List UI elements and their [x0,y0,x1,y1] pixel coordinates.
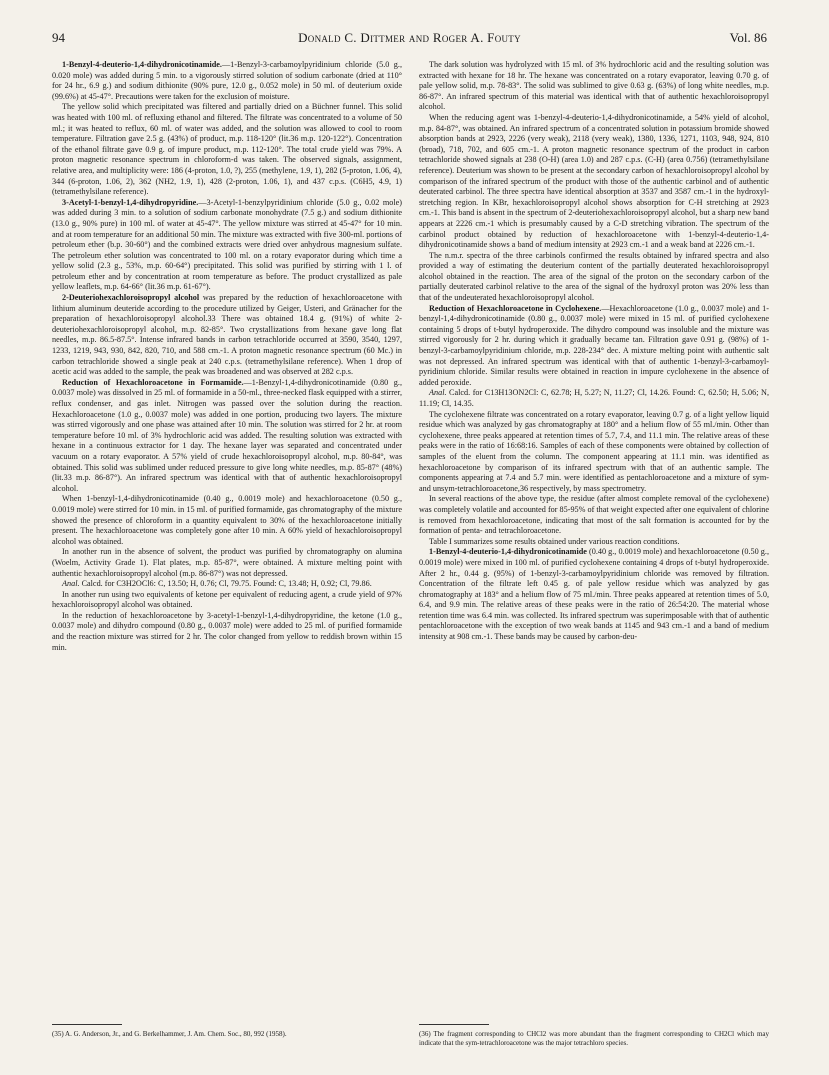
paragraph-text: In the reduction of hexachloroacetone by 3-acetyl-1-benzyl-1,4-dihydropyridine, the ketone (1.0 g., 0.0037 mole) and dihydro compound (0.80 g., 0.0037 mole) were added to 25 ml. of purified formamide and the reaction mixture was stirred for 2 hr. The color changed from yellow to reddish brown within 15 min. [52,610,402,652]
paragraph-text: The dark solution was hydrolyzed with 15 ml. of 3% hydrochloric acid and the resulting solution was extracted with hexane for 18 hr. The hexane was concentrated on a rotary evaporator, leaving 0.70 g. of pale yellow solid, m.p. 78-83°. The solid was sublimed to give 0.63 g. (63%) of long white needles, m.p. 86-87°. An infrared spectrum of this material was identical with that of authentic hexachloroisopropyl alcohol. [419,60,769,112]
paragraph-text: Calcd. for C13H13ON2Cl: C, 62.78; H, 5.27; N, 11.27; Cl, 14.26. Found: C, 62.50; H, 5.06; N, 11.19; Cl, 14.35. [419,388,769,408]
footnote-36: (36) The fragment corresponding to CHCl2 was more abundant than the fragment corresponding to CH2Cl which may indicate that the sym-tetrachloroacetone was the major tetrachloro species. [419,1030,769,1047]
paragraph-text: (0.40 g., 0.0019 mole) and hexachloroacetone (0.50 g., 0.0019 mole) were mixed in 100 ml. of purified cyclohexene containing 4 drops of t-butyl hydroperoxide. After 2 hr., 0.44 g. (95%) of 1-benzyl-3-carbamoylpyridinium chloride was removed by filtration. Concentration of the filtrate left 0.45 g. of pale yellow residue which was analyzed by gas chromatography at 183° and a helium flow of 75 ml./min. Three peaks appeared at retention times of 5.0, 6.4, and 9.9 min. The relative areas of these peaks were in the ratio of 26:54:20. The material whose retention time was 6.4 min. was collected. Its infrared spectrum was superimposable with that of authentic pentachloroacetone with the exception of two weak bands at 1145 and 943 cm.-1 and a band of medium intensity at 908 cm.-1. These bands may be caused by carbon-deu- [419,547,769,642]
paragraph [52,590,402,611]
paragraph-text: The yellow solid which precipitated was filtered and partially dried on a Büchner funnel. This solid was heated with 100 ml. of refluxing ethanol and filtered. The filtrate was concentrated to a volume of 50 ml.; it was heated to reflux, 60 ml. of water was added, and the solution was allowed to cool to room temperature. Filtration gave 2.5 g. (43%) of product, m.p. 118-120° (lit.36 m.p. 120-122°). Concentration of the ethanol filtrate gave 0.9 g. of impure product, m.p. 112-120°. The total crude yield was 79%. A proton magnetic resonance spectrum in chloroform-d was taken. The observed signals, assignment, relative area, and multiplicity were: 186 (4-proton, 1.0, ?), 255 (methylene, 1.9, 1), 282 (5-proton, 1.06, 4), 344 (6-proton, 1.06, 2), 362 (NH2, 1.9, 1), 428 (2-proton, 1.06, 1), and 437 c.p.s. (C6H5, 4.9, 1) (tetramethylsilane reference). [52,102,402,197]
paragraph [52,547,402,579]
analysis-label: Anal. [62,579,80,589]
paragraph [419,251,769,304]
section-heading: Reduction of Hexachloroacetone in Formamide. [62,377,244,387]
section-heading: 1-Benzyl-4-deuterio-1,4-dihydronicotinamide [429,547,587,557]
paragraph [419,537,769,548]
paragraph [52,102,402,197]
paragraph [419,388,769,409]
paragraph-text: —3-Acetyl-1-benzylpyridinium chloride (5.0 g., 0.02 mole) was added during 3 min. to a solution of sodium carbonate monohydrate (7.5 g.) and sodium dithionite (13.0 g., 90% pure) in 100 ml. of water at 45-47°. The yellow mixture was stirred at 45-47° for 10 min. and at room temperature for an additional 50 min. The mixture was extracted with five 300-ml. portions of petroleum ether (b.p. 30-60°) and the combined extracts were dried over anhydrous magnesium sulfate. The petroleum ether solution was concentrated to 100 ml. on a rotary evaporator during which time a yellow solid (2.3 g., 53%, m.p. 60-64°) precipitated. This solid was purified by stirring with 1 l. of petroleum ether and by concentration at room temperature as before. The product crystallized as pale yellow leaflets, m.p. 64-66° (lit.36 m.p. 61-67°). [52,197,402,292]
paragraph [419,547,769,642]
section-heading: Reduction of Hexachloroacetone in Cyclohexene. [429,303,602,313]
paragraph-text: —1-Benzyl-3-carbamoylpyridinium chloride (5.0 g., 0.020 mole) was added during 5 min. to a vigorously stirred solution of sodium carbonate (dried at 110° for 24 hr., 6.9 g.) and sodium dithionite (90% pure, 12.0 g., 0.052 mole) in 50 ml. of deuterium oxide (99.6%) at 45-47°. Precautions were taken for the exclusion of moisture. [52,60,402,101]
running-head-authors: Donald C. Dittmer and Roger A. Fouty [298,30,521,45]
paragraph [52,60,402,102]
paragraph [52,611,402,653]
paragraph-text: —1-Benzyl-1,4-dihydronicotinamide (0.80 g., 0.0037 mole) was dissolved in 25 ml. of formamide in a 50-ml., three-necked flask equipped with a stirrer, reflux condenser, and gas inlet. Nitrogen was passed over the solution during the reaction. Hexachloroacetone (1.0 g., 0.0037 mole) was added in one portion, producing two layers. The mixture was stirred vigorously and one phase was attained after 10 min. The solution was stirred for 2 hr. at room temperature before 10 ml. of 3% hydrochloric acid was added. The resulting solution was extracted with hexane in a continuous extractor for 1 day. The hexane layer was separated and concentrated under vacuum on a rotary evaporator. A 57% yield of crude hexachloroisopropyl alcohol, m.p. 80-84°, was obtained. This solid was sublimed under reduced pressure to give long white needles, m.p. 85-87° (48%) (lit.33 m.p. 86-87°). An infrared spectrum was identical with that of authentic hexachloroisopropyl alcohol. [52,377,402,493]
paragraph-text: Calcd. for C3H2OCl6: C, 13.50; H, 0.76; Cl, 79.75. Found: C, 13.48; H, 0.92; Cl, 79.86. [79,579,372,589]
running-header [52,30,767,52]
footnote-rule-right [419,1024,489,1025]
page-number: 94 [52,30,65,45]
paragraph-text: In another run using two equivalents of ketone per equivalent of reducing agent, a crude yield of 97% hexachloroisopropyl alcohol was obtained. [52,589,402,610]
left-column [52,60,402,1020]
paragraph-text: was prepared by the reduction of hexachloroacetone with lithium aluminum deuteride according to the procedure utilized by Geiger, Usteri, and Gränacher for the preparation of hexachloroisopropyl alcohol.33 There was obtained 18.4 g. (91%) of white 2-deuteriohexachloroisopropyl alcohol, m.p. 82-85°. Two crystallizations from hexane gave long flat needles, m.p. 86.5-87.5°. Intense infrared bands in carbon tetrachloride occurred at 3590, 3540, 1297, 1233, 1219, 943, 930, 842, 820, 710, and 588 cm.-1. A proton magnetic resonance spectrum (60 Mc.) in carbon tetrachloride showed a single peak at 240 c.p.s. (tetramethylsilane reference). When 1 drop of acetic acid was added to the sample, the peak was broadened and was observed at 282 c.p.s. [52,293,402,377]
footnote-35: (35) A. G. Anderson, Jr., and G. Berkelhammer, J. Am. Chem. Soc., 80, 992 (1958). [52,1030,287,1038]
paragraph-text: —Hexachloroacetone (1.0 g., 0.0037 mole) and 1-benzyl-1,4-dihydronicotinamide (0.80 g., 0.0037 mole) were mixed in 15 ml. of purified cyclohexene containing 5 drops of t-butyl hydroperoxide. The dihydro compound was insoluble and the mixture was stirred vigorously for 2 hr. during which it gradually became tan. Filtration gave 0.91 g. (98%) of 1-benzyl-3-carbamoylpyridinium chloride, m.p. 228-234° dec. A mixture melting point with authentic salt was not depressed. An infrared spectrum was identical with that of authentic 1-benzyl-3-carbamoyl-pyridinium chloride. Similar results were obtained in reaction in impure cyclohexene in the absence of added peroxide. [419,303,769,387]
paragraph-text: In another run in the absence of solvent, the product was purified by chromatography on alumina (Woelm, Activity Grade 1). Flat plates, m.p. 85-87°, were obtained. A mixture melting point with authentic hexachloroisopropyl alcohol (m.p. 86-87°) was not depressed. [52,547,402,578]
paragraph-text: The cyclohexene filtrate was concentrated on a rotary evaporator, leaving 0.7 g. of a light yellow liquid residue which was analyzed by gas chromatography at 180° and a helium flow of 55 ml./min. Other than cyclohexene, three peaks appeared at retention times of 5.7, 7.4, and 11.1 min. The relative areas of these peaks were in the ratio of 16:68:16. Samples of each of these components were obtained by collection of samples of the eluent from the column. The component appearing at 11.1 min. was identified as hexachloroacetone by comparison of its infrared spectrum with that of an authentic sample. The components appearing at 7.4 and 5.7 min. were identified as pentachloroacetone and a mixture of sym- and unsym-tetrachloroacetone,36 respectively, by mass spectrometry. [419,409,769,493]
paragraph [52,293,402,378]
paragraph [52,378,402,495]
section-heading: 3-Acetyl-1-benzyl-1,4-dihydropyridine. [62,197,199,207]
paragraph-text: The n.m.r. spectra of the three carbinols confirmed the results obtained by infrared spectra and also provided a way of estimating the deuterium content of the partially deuterated hexachloroisopropyl alcohol obtained in the reaction. The area of the signal of the proton on the secondary carbon of the partially deuterated carbinol relative to the area of the signal of the hydroxyl proton was 20% less than that of the undeuterated hexachloroisopropyl alcohol. [419,250,769,303]
paragraph [52,494,402,547]
paragraph [419,410,769,495]
paragraph-text: Table I summarizes some results obtained under various reaction conditions. [429,536,680,546]
paragraph-text: In several reactions of the above type, the residue (after almost complete removal of the cyclohexene) was completely volatile and accounted for 85-95% of that weight expected after one equivalent of chlorine is removed from hexachloroacetone, indicating that most of the salt formation is accounted for by the formation of penta- and tetrachloroacetone. [419,494,769,536]
right-column [419,60,769,1020]
section-heading: 1-Benzyl-4-deuterio-1,4-dihydronicotinamide. [62,60,222,69]
paragraph [419,304,769,389]
volume-label: Vol. 86 [729,30,767,45]
paragraph [419,113,769,251]
section-heading: 2-Deuteriohexachloroisopropyl alcohol [62,293,200,303]
footnote-rule-left [52,1024,122,1025]
paragraph [52,579,402,590]
paragraph [52,198,402,293]
analysis-label: Anal. [429,388,447,398]
paragraph-text: When the reducing agent was 1-benzyl-4-deuterio-1,4-dihydronicotinamide, a 54% yield of alcohol, m.p. 84-87°, was obtained. An infrared spectrum of a concentrated solution in potassium bromide showed absorption bands at 2923, 2226 (very weak), 2118 (very weak), 1380, 1336, 1271, 1103, 948, 924, 810 (broad), 718, 702, and 605 cm.-1. A proton magnetic resonance spectrum of the product in carbon tetrachloride showed signals at 238 (O-H) (area 1.0) and 287 c.p.s. (C-H) (area 0.756) (tetramethylsilane reference). Deuterium was shown to be present at the secondary carbon of hexachloroisopropyl alcohol by comparison of the infrared spectrum of the product with those of the authentic carbinol and of authentic deuterated carbinol. The three spectra have identical absorption at 3537 and 3587 cm.-1 in the hydroxyl-stretching region. In KBr, hexachloroisopropyl alcohol shows absorption for C-H stretching at 2923 cm.-1. This band is absent in the spectrum of 2-deuteriohexachloroisopropyl alcohol, but a sharp new band appears at 2226 cm.-1 which is presumably caused by a C-D stretching vibration. The spectrum of the carbinol product obtained by reduction of hexachloroacetone with 1-benzyl-4-deuterio-1,4-dihydronicotinamide shows a band of medium intensity at 2923 cm.-1 and a weak band at 2226 cm.-1. [419,112,769,250]
paragraph-text: When 1-benzyl-1,4-dihydronicotinamide (0.40 g., 0.0019 mole) and hexachloroacetone (0.50 g., 0.0019 mole) were stirred for 10 min. in 15 ml. of purified formamide, gas chromatography of the mixture showed the presence of chloroform in a quantity equivalent to 30% of the hexachloroacetone initially present. The hexachloroacetone was completely gone after 10 min. A 60% yield of hexachloroisopropyl alcohol was obtained. [52,494,402,546]
paragraph [419,494,769,536]
paragraph [419,60,769,113]
